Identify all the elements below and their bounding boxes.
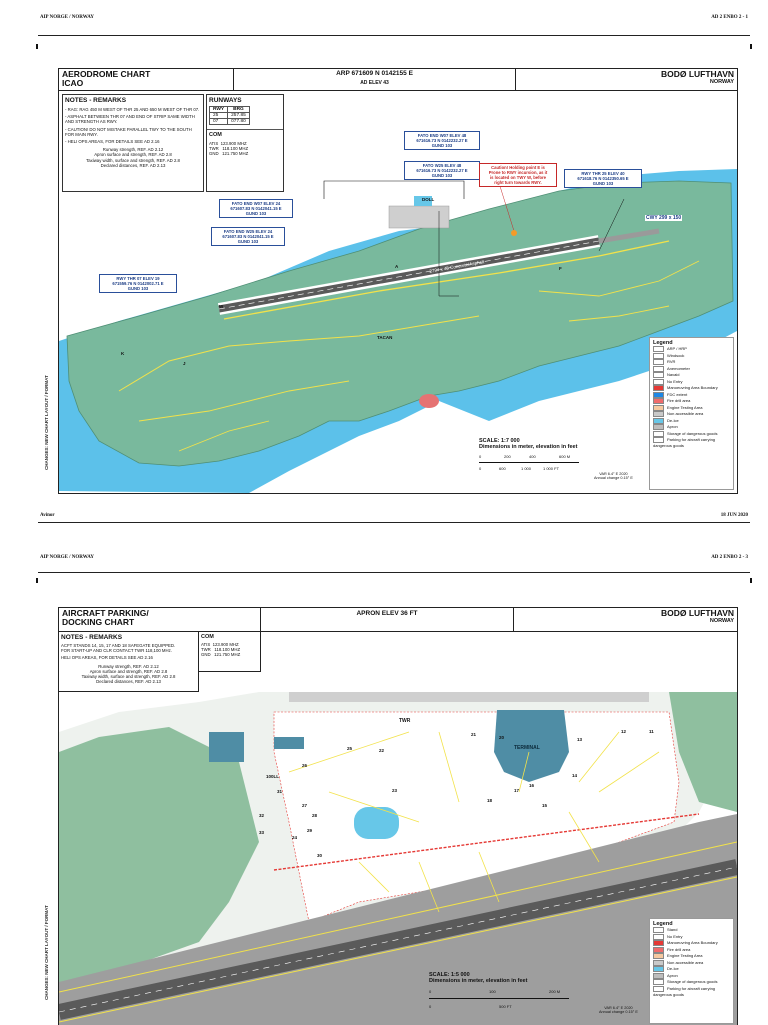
runways-box (206, 94, 284, 192)
legend-label: No Entry (667, 933, 683, 939)
scale-tick: 200 (504, 454, 511, 459)
com-freq: 123.900 MHZ (212, 642, 239, 647)
com-freq: 123.900 MHZ (220, 141, 247, 146)
callout-fato-w07-24: FATO END W07 ELEV 24 671607.83 N 0142041.15 E GUND 103 (219, 199, 293, 218)
scale-text: SCALE: 1:7 000 (479, 438, 520, 444)
note-item: - HELI OPS AREAS, FOR DETAILS SEE AD 2.16 (65, 139, 160, 145)
legend-label: No Entry (667, 378, 683, 384)
legend-swatch-icon (653, 366, 664, 372)
scale-tick: 0 (429, 1004, 432, 1009)
legend-label: Fire drill area (667, 398, 691, 404)
stand-number: 22 (379, 748, 385, 753)
scale-tick: 0 (479, 466, 482, 471)
page1-header-right: AD 2 ENBO 2 - 1 (711, 15, 748, 20)
stand-number: 23 (392, 788, 398, 793)
legend-swatch-icon (653, 927, 664, 933)
taxiway-label: W (219, 304, 224, 309)
legend-box (649, 918, 734, 1024)
legend-title: Legend (653, 340, 673, 346)
stand-number: 25 (347, 746, 353, 751)
stand-number: 26 (302, 763, 308, 768)
ref-item: Declared distances, REF. AD 2.13 (100, 162, 166, 168)
dimensions-text: Dimensions in meter, elevation in feet (479, 444, 578, 450)
hangar (274, 737, 304, 749)
ref-item: Apron surface and strength, REF. AD 2.8 (94, 152, 172, 158)
legend-label: Non accessible area (667, 959, 704, 965)
legend-swatch-icon (653, 353, 664, 359)
notes-box (59, 632, 199, 692)
com-freq: 118.100 MHZ (214, 647, 241, 653)
place-label: DOLL (422, 197, 435, 202)
legend-swatch-icon (653, 437, 664, 443)
com-label: GND (201, 652, 211, 658)
legend-swatch-icon (653, 346, 664, 352)
legend-swatch-icon (653, 424, 664, 430)
crop-mark (36, 44, 38, 49)
legend-label: Parking for aircraft carrying dangerous goods (653, 985, 716, 998)
scale-tick: 1 000 FT (543, 466, 560, 471)
legend-swatch-icon (653, 953, 664, 959)
legend-label: Engine Testing Area (667, 404, 703, 410)
scale-tick: 400 (529, 454, 536, 459)
legend-swatch-icon (653, 372, 664, 378)
taxiway-label: K (121, 351, 125, 356)
chart-type-title: AERODROME CHART (62, 69, 151, 79)
com-box (199, 632, 261, 672)
com-freq: 118.100 MHZ (222, 146, 249, 152)
scale-tick: 1 000 (521, 466, 532, 471)
stand-number: 16 (529, 783, 535, 788)
notes-title: NOTES - REMARKS (61, 634, 123, 641)
hangar (209, 732, 244, 762)
ref-item: Runway strength, REF. AD 2.12 (102, 147, 164, 153)
note-item: ACFT STANDS 14, 15, 17 AND 18 SAFEGATE EQUIPPED. (61, 643, 176, 648)
aerodrome-name: BODØ LUFTHAVN (660, 608, 734, 618)
page2-header-rule (38, 572, 750, 573)
legend-swatch-icon (653, 979, 664, 985)
buildings (289, 692, 649, 702)
com-section (207, 129, 283, 159)
title-left-box (59, 69, 234, 91)
scale-tick: 200 M (549, 989, 561, 994)
notes-box (62, 94, 204, 192)
title-center-box (261, 608, 514, 632)
title-right-box (516, 69, 737, 91)
legend-label: Manoeuvring Area Boundary (667, 385, 718, 391)
legend-label: Anemometer (667, 365, 690, 371)
note-item: - CAUTION! DO NOT MISTAKE PARALLEL TWY TO THE SOUTH FOR MAIN RWY. (65, 126, 192, 137)
fuel-label: 100LL (266, 774, 280, 779)
ref-item: Apron surface and strength, REF. AD 2.8 (89, 668, 168, 674)
stand-number: 12 (621, 729, 627, 734)
legend-label: Stand (667, 927, 678, 933)
stand-number: 24 (292, 835, 298, 840)
com-freq: 121.750 MHZ (222, 151, 249, 157)
legend-label: Storage of dangerous goods (667, 430, 718, 436)
scale-tick: 100 (489, 989, 496, 994)
scale-tick: 0 (429, 989, 432, 994)
legend-swatch-icon (653, 411, 664, 417)
legend-label: RVR (667, 359, 676, 365)
runway-cell: 257.85 (228, 113, 250, 119)
arp-coordinates: ARP 671609 N 0142155 E (336, 70, 413, 77)
callout-fato-w25: FATO W25 ELEV 48 671616.73 N 0142232.27 E GUND 103 (404, 161, 480, 180)
stand-number: 29 (307, 828, 313, 833)
aerodrome-name: BODØ LUFTHAVN (660, 69, 734, 79)
terminal-label: TERMINAL (514, 745, 540, 751)
country-name: NORWAY (709, 79, 734, 85)
callout-fato-w25-24: FATO END W25 ELEV 24 671607.83 N 0142041.15 E GUND 103 (211, 227, 285, 246)
legend-swatch-icon (653, 392, 664, 398)
fire-drill-area (419, 394, 439, 408)
scale-bar (429, 986, 579, 1016)
callout-fato-w07: FATO END W07 ELEV 48 671616.73 N 0142232.27 E GUND 103 (404, 131, 480, 150)
note-item: FOR START-UP AND CLR CONTACT TWR 118,100 MHz. (61, 648, 172, 654)
stand-number: 32 (259, 813, 265, 818)
apron-map (59, 692, 737, 1025)
stand-number: 17 (514, 788, 520, 793)
page1-header-rule (38, 35, 750, 36)
com-label: ATIS (209, 141, 219, 146)
legend-swatch-icon (653, 431, 664, 437)
notes-title: NOTES - REMARKS (65, 97, 127, 104)
legend-swatch-icon (653, 960, 664, 966)
legend-label: Engine Testing Area (667, 953, 703, 959)
stand-number: 14 (572, 773, 578, 778)
legend-swatch-icon (653, 359, 664, 365)
page1-footer-rule (38, 522, 750, 523)
stand-number: 31 (277, 789, 283, 794)
stand-number: 11 (649, 729, 654, 734)
chart-type-subtitle: ICAO (62, 78, 84, 88)
stand-number: 27 (302, 803, 308, 808)
scale-tick: 0 (479, 454, 482, 459)
crop-mark (750, 44, 752, 49)
scale-bar (479, 452, 589, 476)
com-freq: 121.750 MHZ (214, 652, 241, 658)
legend-box (649, 337, 734, 490)
com-label: TWR (209, 146, 219, 152)
apron-area (389, 206, 449, 228)
clearway-label: CWY 299 x 150 (646, 215, 682, 221)
chart-type-title: AIRCRAFT PARKING/ (62, 608, 149, 618)
magnetic-variation: VAR 6.4° E 2020 Annual change 0.15° E (594, 472, 633, 480)
ref-item: Runway strength, REF. AD 2.12 (98, 663, 159, 669)
stand-number: 30 (317, 853, 323, 858)
legend-label: ARP / HRP (667, 346, 687, 352)
magnetic-variation: VAR 6.4° E 2020 Annual change 0.15° E (599, 1006, 638, 1014)
scale-text: SCALE: 1:5 000 (429, 972, 470, 978)
com-title: COM (209, 132, 222, 138)
legend-item (653, 986, 730, 999)
note-item: - ASPHALT BETWEEN THR 07 AND END OF STRIP SAME WIDTH AND STRENGTH AS RWY. (65, 114, 195, 125)
runway-cell: 25 (210, 113, 228, 119)
callout-caution: Caution! Holding point E is Prone to RWY incursion, as it is located on TWY W, before right turn towards RWY. (479, 163, 557, 187)
legend-label: Fire drill area (667, 946, 691, 952)
taxiway-label: F (559, 266, 562, 271)
stand-number: 28 (312, 813, 318, 818)
taxiway-label: A (395, 264, 399, 269)
legend-swatch-icon (653, 947, 664, 953)
country-name: NORWAY (709, 618, 734, 624)
legend-swatch-icon (653, 379, 664, 385)
legend-item (653, 437, 730, 450)
taxiway-label: J (183, 361, 186, 366)
aerodrome-chart (58, 68, 738, 494)
runway-cell: 07 (210, 119, 228, 125)
legend-swatch-icon (653, 966, 664, 972)
page2-header-left: AIP NORGE / NORWAY (40, 555, 94, 560)
legend-label: FDC extent (667, 391, 688, 397)
legend-label: Manoeuvring Area Boundary (667, 940, 718, 946)
scale-tick: 600 M (559, 454, 571, 459)
callout-rwy-thr25: RWY THR 25 ELEV 40 671618.76 N 0142350.65 E GUND 103 (564, 169, 642, 188)
stand-number: 21 (471, 732, 477, 737)
runways-title: RUNWAYS (209, 97, 242, 104)
scale-block (429, 972, 579, 1016)
runway-dimension-label: 2794 x 45 Concrete/Asphalt (428, 259, 485, 274)
note-item: - RAG: RAG 450 M WEST OF THR 25 AND 650 M WEST OF THR 07. (65, 107, 200, 112)
page1-header-left: AIP NORGE / NORWAY (40, 15, 94, 20)
hotspot-icon (511, 230, 517, 236)
scale-tick: 500 FT (499, 1004, 512, 1009)
legend-swatch-icon (653, 398, 664, 404)
crop-mark (36, 578, 38, 583)
runways-col: BRG (228, 107, 250, 113)
runways-table (209, 106, 250, 125)
legend-swatch-icon (653, 986, 664, 992)
ad-elevation: AD ELEV 43 (360, 80, 389, 86)
title-left-box (59, 608, 261, 632)
legend-label: Windsock (667, 352, 685, 358)
chart-type-subtitle: DOCKING CHART (62, 617, 135, 627)
com-label: GND (209, 151, 219, 157)
legend-swatch-icon (653, 418, 664, 424)
legend-list (653, 927, 730, 998)
place-label: TACAN (377, 335, 393, 340)
legend-label: Storage of dangerous goods (667, 979, 718, 985)
callout-rwy-thr07: RWY THR 07 ELEV 19 671559.76 N 0142002.71 E GUND 103 (99, 274, 177, 293)
title-right-box (514, 608, 737, 632)
legend-label: Apron (667, 972, 678, 978)
aircraft-parking-chart (58, 607, 738, 1025)
legend-swatch-icon (653, 973, 664, 979)
page1-side-text: CHANGES: NEW CHART LAYOUT / FORMAT (44, 375, 49, 470)
stand-number: 18 (487, 798, 493, 803)
com-label: ATIS (201, 642, 211, 647)
page1-footer-right: 18 JUN 2020 (720, 513, 748, 518)
legend-swatch-icon (653, 934, 664, 940)
legend-label: De-Ice (667, 966, 679, 972)
ref-item: Taxiway width, surface and strength, REF. AD 2.8 (81, 674, 176, 680)
stand-number: 33 (259, 830, 265, 835)
crop-mark (750, 578, 752, 583)
legend-label: Apron (667, 424, 678, 430)
scale-tick: 600 (499, 466, 506, 471)
de-ice-area (354, 807, 399, 839)
legend-label: De-Ice (667, 417, 679, 423)
legend-label: Non accessible area (667, 411, 704, 417)
stand-number: 20 (499, 735, 505, 740)
page2-header-right: AD 2 ENBO 2 - 3 (711, 555, 748, 560)
twr-label: TWR (399, 718, 411, 724)
legend-list (653, 346, 730, 449)
com-label: TWR (201, 647, 211, 653)
runways-col: RWY (210, 107, 228, 113)
stand-number: 13 (577, 737, 583, 742)
legend-swatch-icon (653, 385, 664, 391)
legend-swatch-icon (653, 405, 664, 411)
ref-item: Declared distances, REF. AD 2.13 (96, 679, 161, 685)
runway-cell: 077.80 (228, 119, 250, 125)
page2-side-text: CHANGES: NEW CHART LAYOUT / FORMAT (44, 905, 49, 1000)
legend-title: Legend (653, 921, 673, 927)
com-title: COM (201, 634, 214, 640)
legend-swatch-icon (653, 940, 664, 946)
dimensions-text: Dimensions in meter, elevation in feet (429, 978, 528, 984)
stand-number: 15 (542, 803, 548, 808)
title-center-box (234, 69, 516, 91)
legend-label: Parking for aircraft carrying dangerous goods (653, 437, 716, 449)
scale-block (479, 438, 589, 476)
note-item: HELI OPS AREAS, FOR DETAILS SEE AD 2.16 (61, 655, 153, 661)
legend-label: Navaid (667, 372, 680, 378)
ref-item: Taxiway width, surface and strength, REF. AD 2.8 (86, 157, 180, 163)
page1-footer-left: Avinor (40, 513, 55, 518)
apron-elevation: APRON ELEV 36 FT (356, 610, 418, 617)
